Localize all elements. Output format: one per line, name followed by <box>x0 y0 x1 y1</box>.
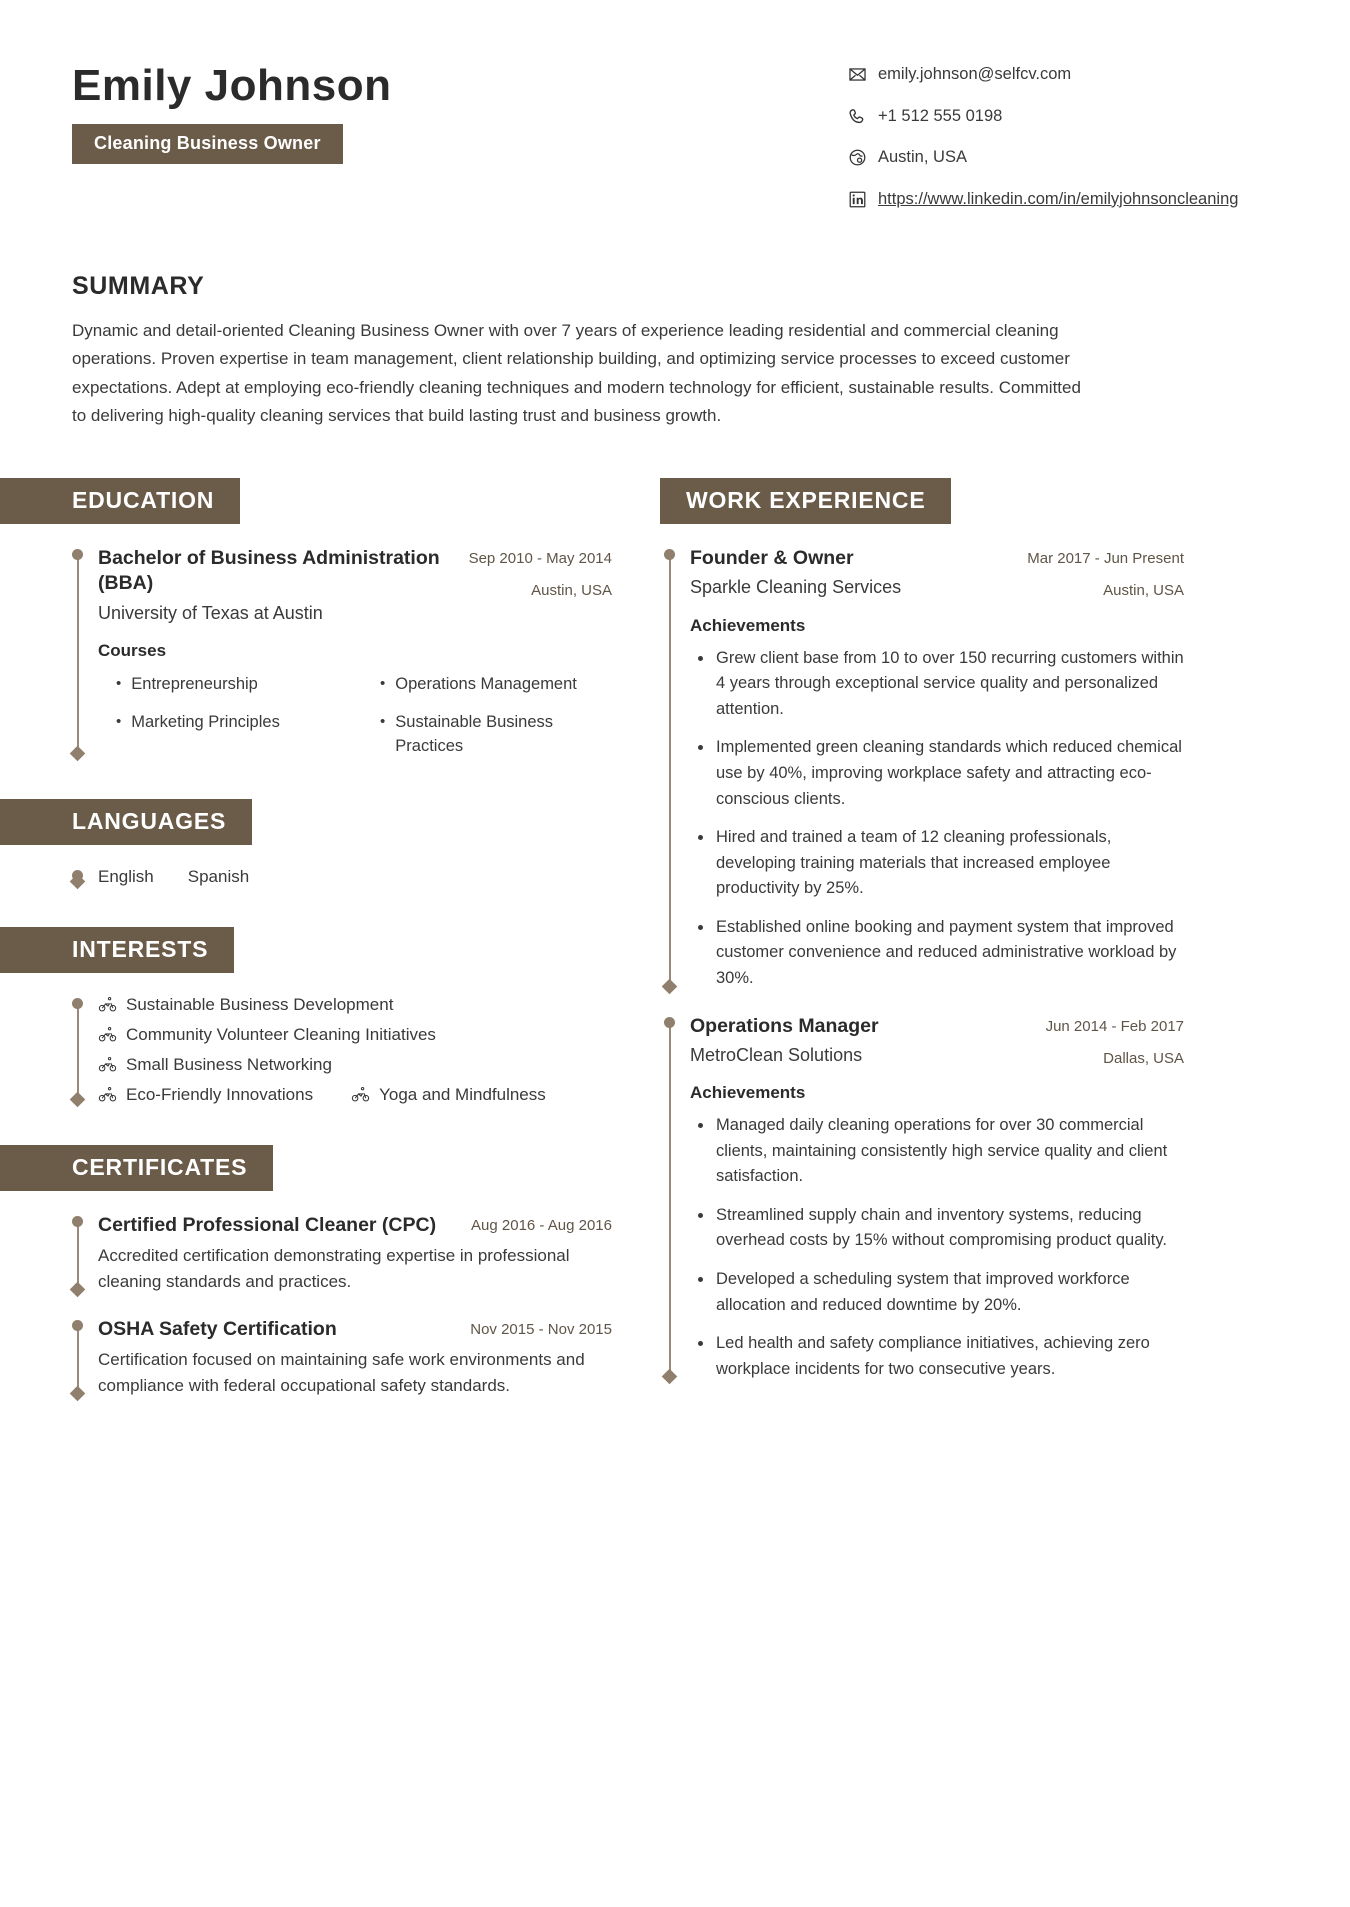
achievements-label: Achievements <box>690 1083 806 1103</box>
interests-section <box>72 927 612 1105</box>
bike-icon <box>98 1055 117 1074</box>
bullet-icon: • <box>380 675 386 693</box>
contact-list <box>848 56 1278 228</box>
interest-item <box>98 995 393 1015</box>
courses-label: Courses <box>98 641 167 661</box>
work-entry <box>690 546 1184 600</box>
left-column <box>72 478 612 1439</box>
certificate-timeline <box>72 1213 612 1295</box>
certificate-name: Certified Professional Cleaner (CPC) <box>98 1213 437 1236</box>
achievement-item: Streamlined supply chain and inventory systems, reducing overhead costs by 15% without compromising product quality. <box>690 1203 1184 1254</box>
achievements-list <box>690 1113 1184 1382</box>
bullet-icon: • <box>116 713 122 731</box>
certificates-heading: CERTIFICATES <box>0 1145 273 1191</box>
envelope-icon <box>848 65 867 84</box>
interest-item <box>98 1055 332 1075</box>
resume-header <box>72 56 1278 228</box>
languages-timeline <box>72 867 612 887</box>
contact-value: emily.johnson@selfcv.com <box>878 65 1072 83</box>
course-label: Entrepreneurship <box>131 675 258 694</box>
work-experience-heading: WORK EXPERIENCE <box>660 478 951 524</box>
education-location: Austin, USA <box>531 582 612 600</box>
bullet-icon: • <box>380 713 386 731</box>
job-location: Austin, USA <box>1103 582 1184 600</box>
course-item <box>362 711 612 759</box>
certificate-timeline <box>72 1317 612 1399</box>
degree-title: Bachelor of Business Administration (BBA) <box>98 547 440 595</box>
contact-row <box>848 145 1278 171</box>
language-item: Spanish <box>187 866 250 886</box>
company-name: MetroClean Solutions <box>690 1044 863 1065</box>
timeline-start-dot <box>664 549 675 560</box>
right-column <box>664 478 1184 1422</box>
interest-label: Yoga and Mindfulness <box>379 1084 546 1104</box>
bike-icon <box>98 1025 117 1044</box>
job-date: Jun 2014 - Feb 2017 <box>1045 1017 1184 1035</box>
languages-row <box>98 867 612 887</box>
contact-value: +1 512 555 0198 <box>878 106 1003 125</box>
interest-label: Sustainable Business Development <box>126 994 394 1014</box>
course-label: Operations Management <box>395 675 577 694</box>
achievement-item: Developed a scheduling system that improved workforce allocation and reduced downtime by 20%. <box>690 1267 1184 1318</box>
achievements-list <box>690 646 1184 992</box>
certificates-section <box>72 1145 612 1399</box>
timeline-start-dot <box>72 549 83 560</box>
timeline-end-diamond <box>70 1386 86 1402</box>
achievement-item: Managed daily cleaning operations for over 30 commercial clients, maintaining consistently high service quality and client satisfaction. <box>690 1113 1184 1190</box>
bike-icon <box>98 995 117 1014</box>
interest-label: Small Business Networking <box>126 1054 332 1074</box>
school-name: University of Texas at Austin <box>98 602 323 623</box>
languages-section <box>72 799 612 887</box>
contact-row <box>848 104 1278 130</box>
bike-icon <box>351 1085 370 1104</box>
phone-icon <box>848 107 867 126</box>
course-item <box>362 673 612 697</box>
course-label: Sustainable Business Practices <box>395 713 554 755</box>
education-date: Sep 2010 - May 2014 <box>468 550 612 568</box>
job-role: Operations Manager <box>690 1014 879 1037</box>
summary-section <box>72 272 1278 430</box>
certificate-description: Certification focused on maintaining safe work environments and compliance with federal occupational safety standards. <box>98 1350 585 1396</box>
timeline-start-dot <box>664 1017 675 1028</box>
timeline-end-diamond <box>662 978 678 994</box>
timeline-end-diamond <box>70 1282 86 1298</box>
interest-item <box>351 1085 546 1105</box>
body-columns <box>72 478 1278 1439</box>
timeline-start-dot <box>72 1216 83 1227</box>
candidate-name: Emily Johnson <box>72 61 392 110</box>
certificate-name: OSHA Safety Certification <box>98 1317 337 1340</box>
contact-value[interactable]: https://www.linkedin.com/in/emilyjohnsoncleaning <box>878 189 1239 208</box>
work-timeline <box>664 1014 1184 1383</box>
languages-heading: LANGUAGES <box>0 799 252 845</box>
timeline-end-diamond <box>70 1092 86 1108</box>
certificate-date: Nov 2015 - Nov 2015 <box>470 1320 612 1338</box>
interests-rows <box>98 995 612 1105</box>
certificate-date: Aug 2016 - Aug 2016 <box>471 1216 612 1234</box>
timeline-end-diamond <box>70 746 86 762</box>
achievements-label: Achievements <box>690 615 806 635</box>
timeline-start-dot <box>72 998 83 1009</box>
timeline-start-dot <box>72 1320 83 1331</box>
summary-heading: SUMMARY <box>72 272 205 301</box>
course-item <box>98 673 348 697</box>
work-timeline <box>664 546 1184 991</box>
linkedin-icon <box>848 190 867 209</box>
timeline-end-diamond <box>662 1369 678 1385</box>
certificate-entry <box>98 1213 612 1295</box>
bullet-icon: • <box>116 675 122 693</box>
candidate-job-title: Cleaning Business Owner <box>72 124 343 164</box>
work-experience-section <box>664 478 1184 1382</box>
certificate-entry <box>98 1317 612 1399</box>
education-timeline <box>72 546 612 759</box>
achievement-item: Hired and trained a team of 12 cleaning professionals, developing training materials that increased employee productivity by 25%. <box>690 825 1184 902</box>
header-identity <box>72 56 391 164</box>
interests-heading: INTERESTS <box>0 927 234 973</box>
interest-item <box>98 1085 313 1105</box>
courses-grid <box>98 673 612 759</box>
education-heading: EDUCATION <box>0 478 240 524</box>
contact-value: Austin, USA <box>878 148 967 167</box>
contact-row[interactable] <box>848 187 1278 213</box>
certificate-description: Accredited certification demonstrating expertise in professional cleaning standards and practices. <box>98 1246 570 1292</box>
education-section <box>72 478 612 759</box>
globe-icon <box>848 148 867 167</box>
company-name: Sparkle Cleaning Services <box>690 577 902 598</box>
education-entry <box>98 546 612 625</box>
interest-label: Community Volunteer Cleaning Initiatives <box>126 1024 436 1044</box>
achievement-item: Established online booking and payment system that improved customer convenience and reduced administrative workload by 30%. <box>690 915 1184 992</box>
job-role: Founder & Owner <box>690 547 854 570</box>
achievement-item: Grew client base from 10 to over 150 recurring customers within 4 years through exceptional service quality and personalized attention. <box>690 646 1184 723</box>
course-item <box>98 711 348 759</box>
interest-label: Eco-Friendly Innovations <box>126 1084 314 1104</box>
summary-text: Dynamic and detail-oriented Cleaning Business Owner with over 7 years of experience leading residential and commercial cleaning operations. Proven expertise in team management, client relationship building, and optimizing service processes to exceed customer expectations. Adept at employing eco-friendly cleaning techniques and modern technology for efficient, sustainable results. Committed to delivering high-quality cleaning services that build lasting trust and business growth. <box>72 321 1081 425</box>
language-item: English <box>98 866 154 886</box>
contact-row <box>848 62 1278 88</box>
course-label: Marketing Principles <box>131 713 280 732</box>
job-date: Mar 2017 - Jun Present <box>1027 550 1184 568</box>
job-location: Dallas, USA <box>1103 1049 1184 1067</box>
interest-item <box>98 1025 436 1045</box>
achievement-item: Implemented green cleaning standards which reduced chemical use by 40%, improving workplace safety and attracting eco-conscious clients. <box>690 735 1184 812</box>
bike-icon <box>98 1085 117 1104</box>
interests-timeline <box>72 995 612 1105</box>
achievement-item: Led health and safety compliance initiatives, achieving zero workplace incidents for two consecutive years. <box>690 1331 1184 1382</box>
work-entry <box>690 1014 1184 1068</box>
